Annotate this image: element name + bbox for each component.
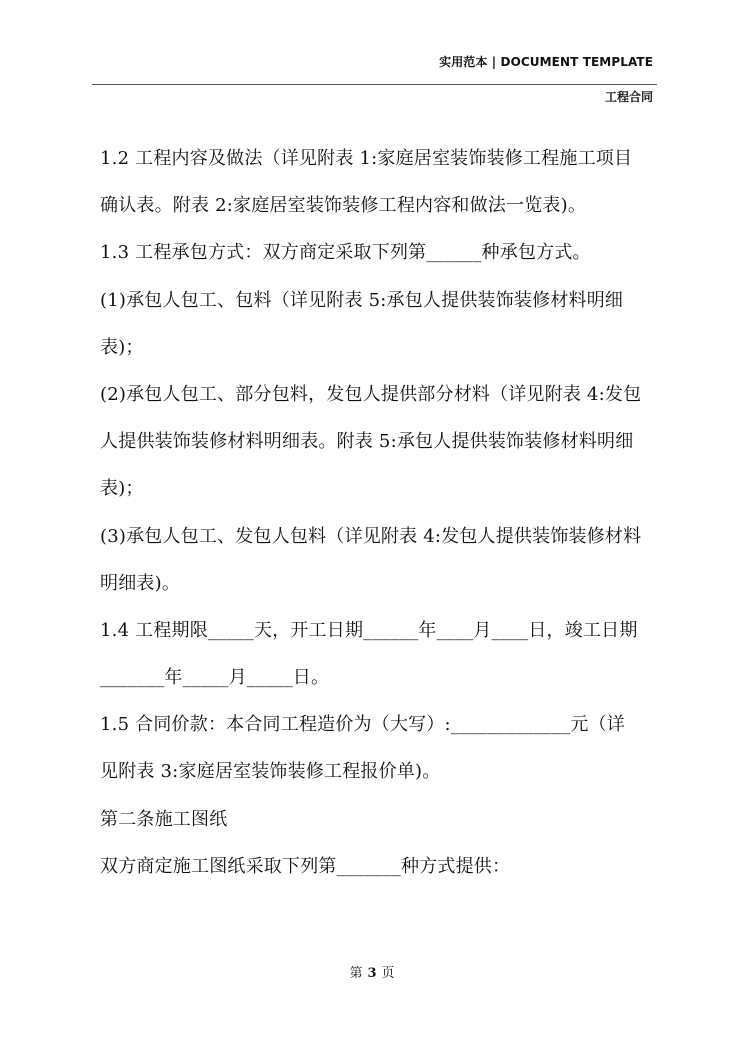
header-title: 实用范本 | DOCUMENT TEMPLATE bbox=[439, 55, 653, 69]
body-line: 明细表)。 bbox=[100, 572, 181, 594]
body-line: 确认表。附表 2:家庭居室装饰装修工程内容和做法一览表)。 bbox=[100, 195, 587, 217]
page-suffix: 页 bbox=[381, 966, 395, 981]
section-heading: 第二条施工图纸 bbox=[100, 808, 228, 830]
body-line: 见附表 3:家庭居室装饰装修工程报价单)。 bbox=[100, 761, 441, 783]
document-body bbox=[100, 135, 660, 890]
body-line: 人提供装饰装修材料明细表。附表 5:承包人提供装饰装修材料明细 bbox=[100, 431, 634, 453]
page-number: 3 bbox=[367, 966, 377, 981]
page-prefix: 第 bbox=[349, 966, 363, 981]
body-line: (3)承包人包工、发包人包料（详见附表 4:发包人提供装饰装修材料 bbox=[100, 525, 642, 547]
body-line: _______年_____月_____日。 bbox=[100, 667, 330, 689]
body-line: 1.2 工程内容及做法（详见附表 1:家庭居室装饰装修工程施工项目 bbox=[100, 148, 633, 169]
header-divider bbox=[92, 84, 657, 85]
body-line: 表)； bbox=[100, 336, 144, 358]
header-subtitle: 工程合同 bbox=[604, 90, 653, 104]
body-line: 1.5 合同价款：本合同工程造价为（大写）:_____________元（详 bbox=[100, 714, 626, 736]
body-line: 表)； bbox=[100, 478, 144, 500]
body-line: 1.4 工程期限_____天，开工日期______年____月____日，竣工日期 bbox=[100, 619, 638, 641]
page-footer bbox=[0, 962, 744, 981]
body-line: (1)承包人包工、包料（详见附表 5:承包人提供装饰装修材料明细 bbox=[100, 289, 624, 311]
body-line: (2)承包人包工、部分包料，发包人提供部分材料（详见附表 4:发包 bbox=[100, 383, 642, 405]
body-line: 双方商定施工图纸采取下列第_______种方式提供： bbox=[100, 855, 511, 877]
body-line: 1.3 工程承包方式：双方商定采取下列第______种承包方式。 bbox=[100, 242, 591, 264]
